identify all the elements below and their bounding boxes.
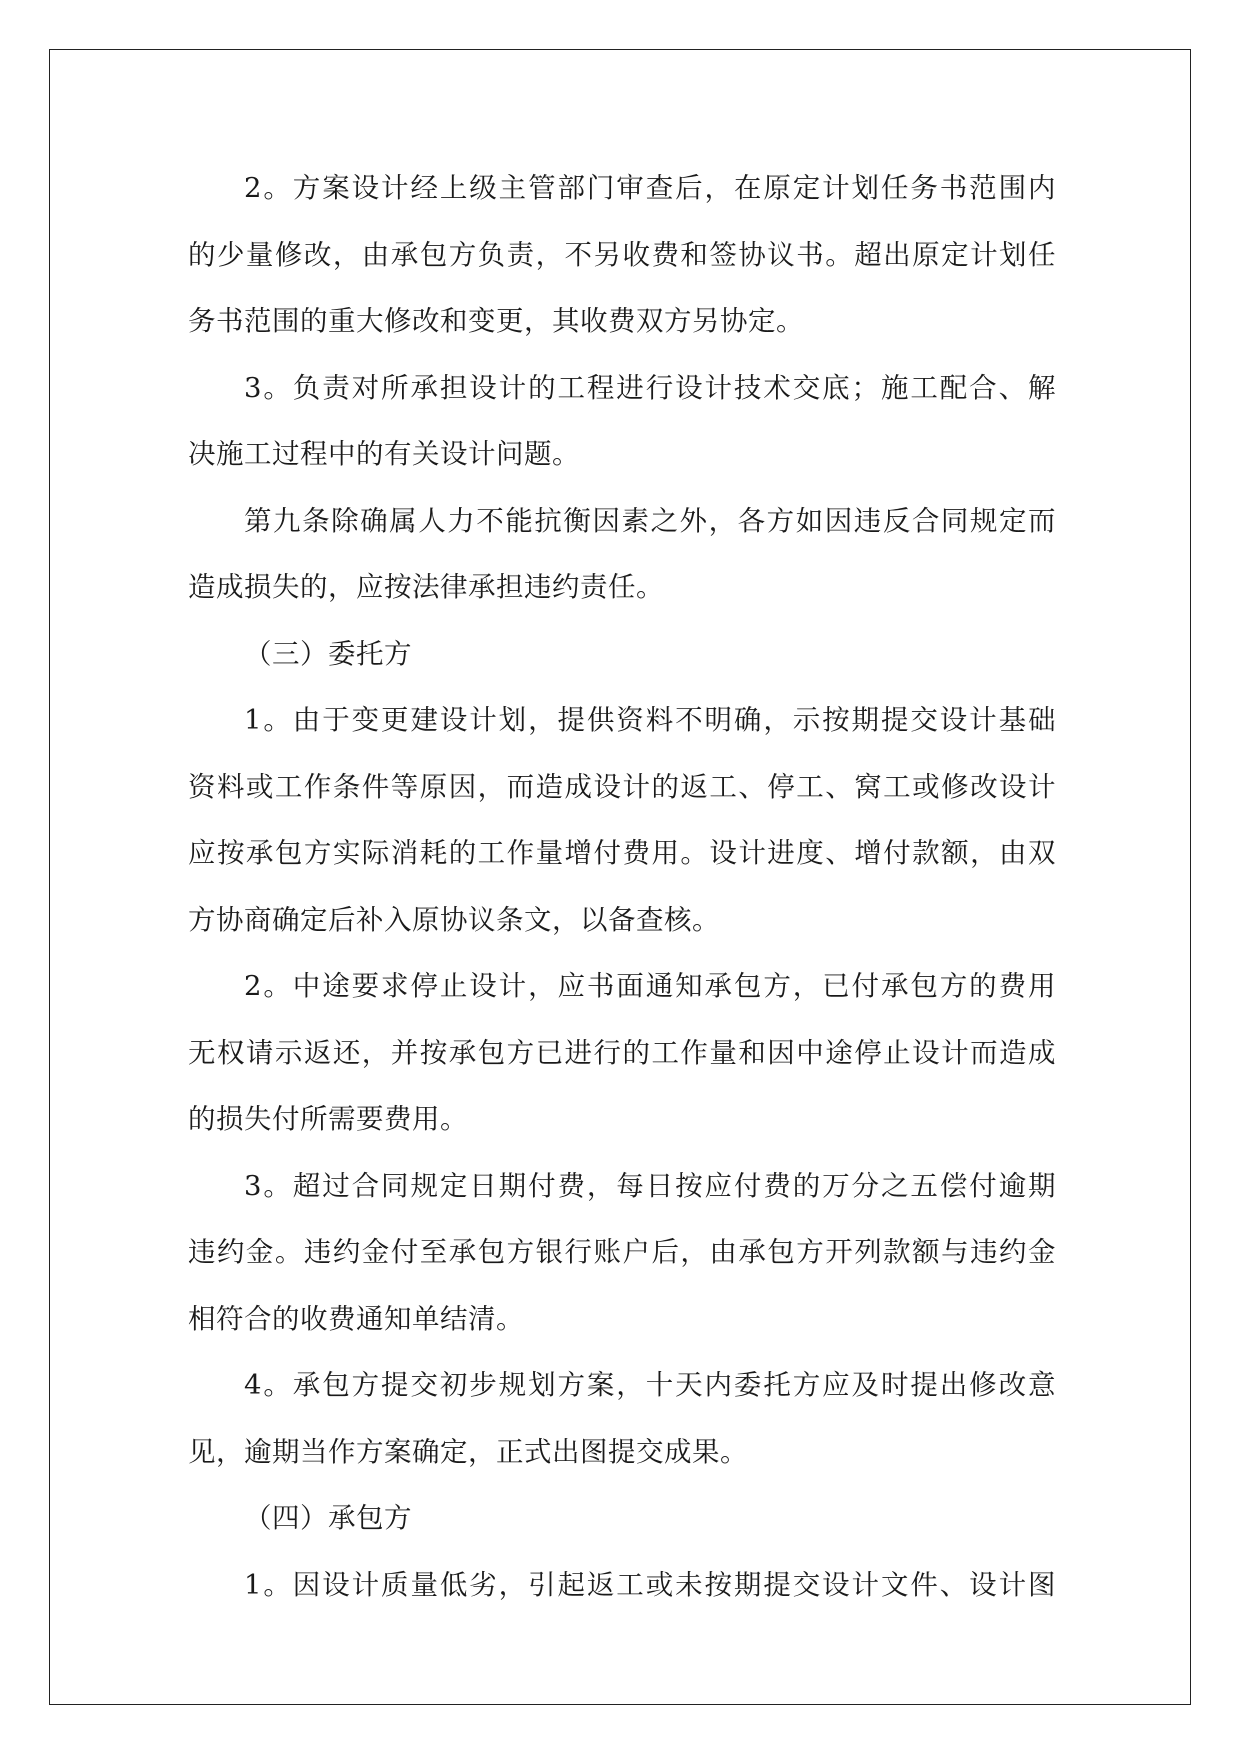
paragraph-line: 1。因设计质量低劣，引起返工或未按期提交设计文件、设计图 [244,1568,1056,1601]
paragraph-technical-disclosure [188,355,1056,488]
paragraph-line: 应按承包方实际消耗的工作量增付费用。设计进度、增付款额，由双 [188,837,1056,869]
section-heading: （四）承包方 [244,1502,412,1534]
paragraph-client-item-4 [188,1352,1056,1485]
paragraph-client-item-2 [188,953,1056,1153]
paragraph-line: 2。方案设计经上级主管部门审查后，在原定计划任务书范围内 [244,172,1056,204]
paragraph-line: 3。超过合同规定日期付费，每日按应付费的万分之五偿付逾期 [244,1169,1056,1202]
paragraph-client-item-3 [188,1153,1056,1353]
paragraph-line: 务书范围的重大修改和变更，其收费双方另协定。 [188,305,804,337]
paragraph-line: 资料或工作条件等原因，而造成设计的返工、停工、窝工或修改设计 [188,770,1056,803]
paragraph-article-nine [188,488,1056,621]
document-body [188,155,1056,1618]
paragraph-line: 违约金。违约金付至承包方银行账户后，由承包方开列款额与违约金 [188,1236,1056,1268]
paragraph-line: 4。承包方提交初步规划方案，十天内委托方应及时提出修改意 [244,1369,1056,1401]
paragraph-line: 无权请示返还，并按承包方已进行的工作量和因中途停止设计而造成 [188,1036,1056,1069]
paragraph-line: 造成损失的，应按法律承担违约责任。 [188,571,664,603]
paragraph-line: 方协商确定后补入原协议条文，以备查核。 [188,903,720,936]
paragraph-line: 见，逾期当作方案确定，正式出图提交成果。 [188,1435,748,1468]
section-heading: （三）委托方 [244,637,412,670]
paragraph-design-revision [188,155,1056,355]
paragraph-line: 相符合的收费通知单结清。 [188,1302,524,1335]
paragraph-client-item-1 [188,687,1056,953]
paragraph-line: 的损失付所需要费用。 [188,1103,468,1135]
paragraph-line: 2。中途要求停止设计，应书面通知承包方，已付承包方的费用 [244,970,1056,1002]
section-heading-contractor [188,1485,1056,1552]
paragraph-contractor-item-1 [188,1552,1056,1619]
section-heading-client [188,621,1056,688]
paragraph-line: 的少量修改，由承包方负责，不另收费和签协议书。超出原定计划任 [188,238,1056,271]
paragraph-line: 决施工过程中的有关设计问题。 [188,438,580,470]
paragraph-line: 3。负责对所承担设计的工程进行设计技术交底；施工配合、解 [244,371,1056,404]
paragraph-line: 第九条除确属人力不能抗衡因素之外，各方如因违反合同规定而 [244,504,1056,537]
paragraph-line: 1。由于变更建设计划，提供资料不明确，示按期提交设计基础 [244,704,1056,736]
